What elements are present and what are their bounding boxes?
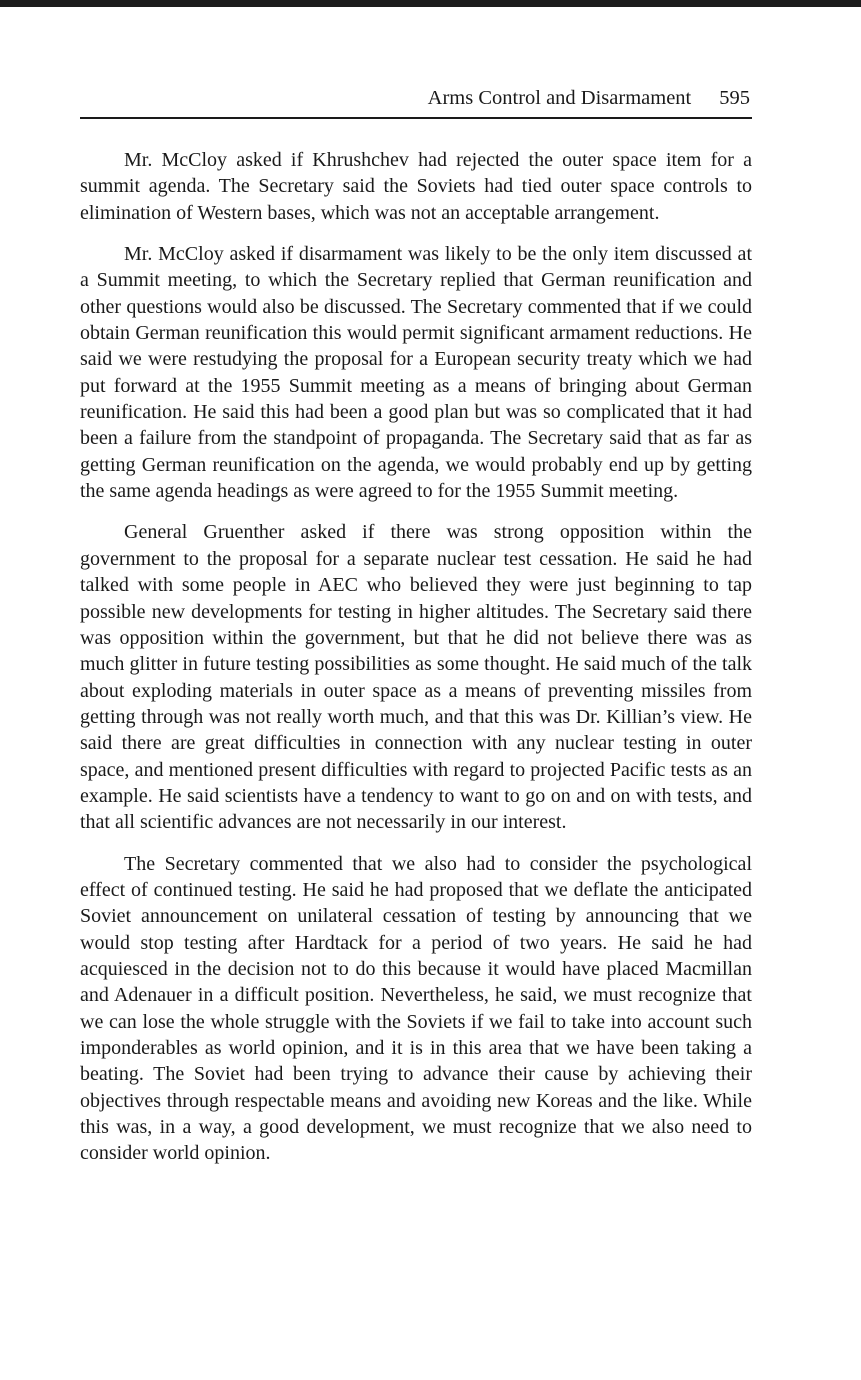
running-title: Arms Control and Disarmament: [427, 87, 692, 109]
page-number: 595: [719, 87, 750, 109]
paragraph-3: General Gruenther asked if there was strong opposition within the government to the proposal for a separate nuclear test cessation. He said he had talked with some people in AEC who believed they were just beginning to tap possible new developments for testing in higher altitudes. The Secretary said there was opposition within the government, but that he did not believe there was as much glitter in future testing possibilities as some thought. He said much of the talk about exploding materials in outer space as a means of preventing missiles from getting through was not really worth much, and that this was Dr. Killian’s view. He said there are great difficulties in connection with any nuclear testing in outer space, and mentioned present difficulties with regard to projected Pacific tests as an example. He said scientists have a tendency to want to go on and on with tests, and that all scientific advances are not necessarily in our interest.: [80, 521, 752, 834]
paragraph-2: Mr. McCloy asked if disarmament was likely to be the only item discussed at a Summit meeting, to which the Secretary replied that German reunification and other questions would also be discussed. The Secretary commented that if we could obtain German reunification this would permit significant armament reductions. He said we were restudying the proposal for a European security treaty which we had put forward at the 1955 Summit meeting as a means of bringing about German reunification. He said this had been a good plan but was so complicated that it had been a failure from the standpoint of propaganda. The Secretary said that as far as getting German reunification on the agenda, we would probably end up by getting the same agenda headings as were agreed to for the 1955 Summit meeting.: [80, 243, 752, 503]
paragraph-1: Mr. McCloy asked if Khrushchev had rejected the outer space item for a summit agenda. The Secretary said the Soviets had tied outer space controls to elimination of Western bases, which was not an acceptable arrangement.: [80, 149, 752, 224]
header-rule: [80, 117, 752, 119]
document-page: [80, 84, 752, 1182]
running-head: [80, 84, 752, 112]
paragraph-4: The Secretary commented that we also had to consider the psychological effect of continued testing. He said he had proposed that we deflate the anticipated Soviet announcement on unilateral cessation of testing by announcing that we would stop testing after Hardtack for a period of two years. He said he had acquiesced in the decision not to do this because it would have placed Macmillan and Adenauer in a difficult position. Nevertheless, he said, we must recognize that we can lose the whole struggle with the Soviets if we fail to take into account such imponderables as world opinion, and it is in this area that we have been taking a beating. The Soviet had been trying to advance their cause by achieving their objectives through respectable means and avoiding new Koreas and the like. While this was, in a way, a good development, we must recognize that we also need to consider world opinion.: [80, 852, 752, 1165]
body-text: [80, 147, 752, 1167]
scan-edge-border: [0, 0, 861, 7]
